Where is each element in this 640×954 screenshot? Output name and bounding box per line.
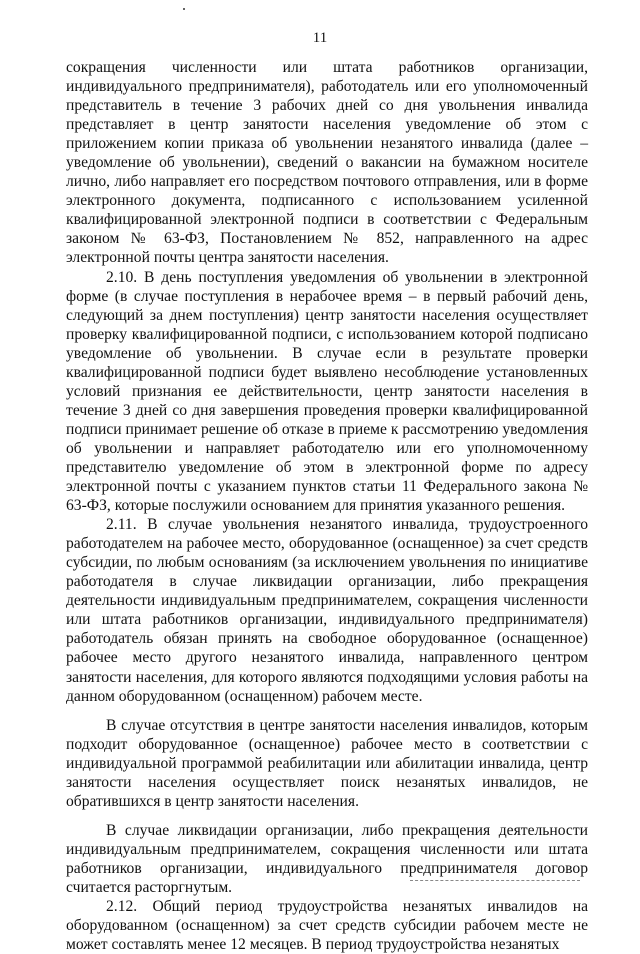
paragraph-2-12: 2.12. Общий период трудоустройства незанятых инвалидов на оборудованном (оснащенном) за счет средств субсидии рабочем месте не может составлять менее 12 месяцев. В период трудоустройства незанятых bbox=[66, 898, 588, 954]
paragraph-continuation: сокращения численности или штата работников организации, индивидуального предпринимателя), работодатель или его уполномоченный представитель в течение 3 рабочих дней со дня увольнения инвалида представляет в центр занятости населения уведомление об этом с приложением копии приказа об увольнении незанятого инвалида (далее – уведомление об увольнении), сведений о вакансии на бумажном носителе лично, либо направляет его посредством почтового отправления, или в форме электронного документа, подписанного с использованием усиленной квалифицированной электронной подписи в соответствии с Федеральным законом № 63-ФЗ, Постановлением № 852, направленного на адрес электронной почты центра занятости населения. bbox=[66, 59, 588, 267]
document-body bbox=[66, 58, 588, 954]
paragraph-2-10: 2.10. В день поступления уведомления об увольнении в электронной форме (в случае поступления в нерабочее время – в первый рабочий день, следующий за днем поступления) центр занятости населения осуществляет проверку квалифицированной подписи, с использованием которой подписано уведомление об увольнении. В случае если в результате проверки квалифицированной подписи будет выявлено несоблюдение установленных условий признания ее действительности, центр занятости населения в течение 3 дней со дня завершения проведения проверки квалифицированной подписи принимает решение об отказе в приеме к рассмотрению уведомления об увольнении и направляет работодателю или его уполномоченному представителю уведомление об этом в электронной форме по адресу электронной почты с указанием пунктов статьи 11 Федерального закона № 63-ФЗ, которые послужили основанием для принятия указанного решения. bbox=[66, 268, 588, 515]
paragraph-liquidation: В случае ликвидации организации, либо прекращения деятельности индивидуальным предпринимателем, сокращения численности или штата работников организации, индивидуального предпринимателя договор считается расторгнутым. bbox=[66, 821, 588, 896]
paragraph-2-11: 2.11. В случае увольнения незанятого инвалида, трудоустроенного работодателем на рабочее место, оборудованное (оснащенное) за счет средств субсидии, по любым основаниям (за исключением увольнения по инициативе работодателя в случае ликвидации организации, либо прекращения деятельности индивидуальным предпринимателем, сокращения численности или штата работников организации, индивидуального предпринимателя) работодатель обязан принять на свободное оборудованное (оснащенное) рабочее место другого незанятого инвалида, направленного центром занятости населения, для которого являются подходящими условия работы на данном оборудованном (оснащенном) рабочем месте. bbox=[66, 516, 588, 705]
scan-dot-mark bbox=[183, 8, 185, 10]
footer-rule bbox=[410, 880, 580, 882]
paragraph-no-disabled-available: В случае отсутствия в центре занятости населения инвалидов, которым подходит оборудованное (оснащенное) рабочее место в соответствии с индивидуальной программой реабилитации или абилитации инвалида, центр занятости населения осуществляет поиск незанятых инвалидов, не обратившихся в центр занятости населения. bbox=[66, 716, 588, 810]
page-number: 11 bbox=[312, 30, 328, 46]
